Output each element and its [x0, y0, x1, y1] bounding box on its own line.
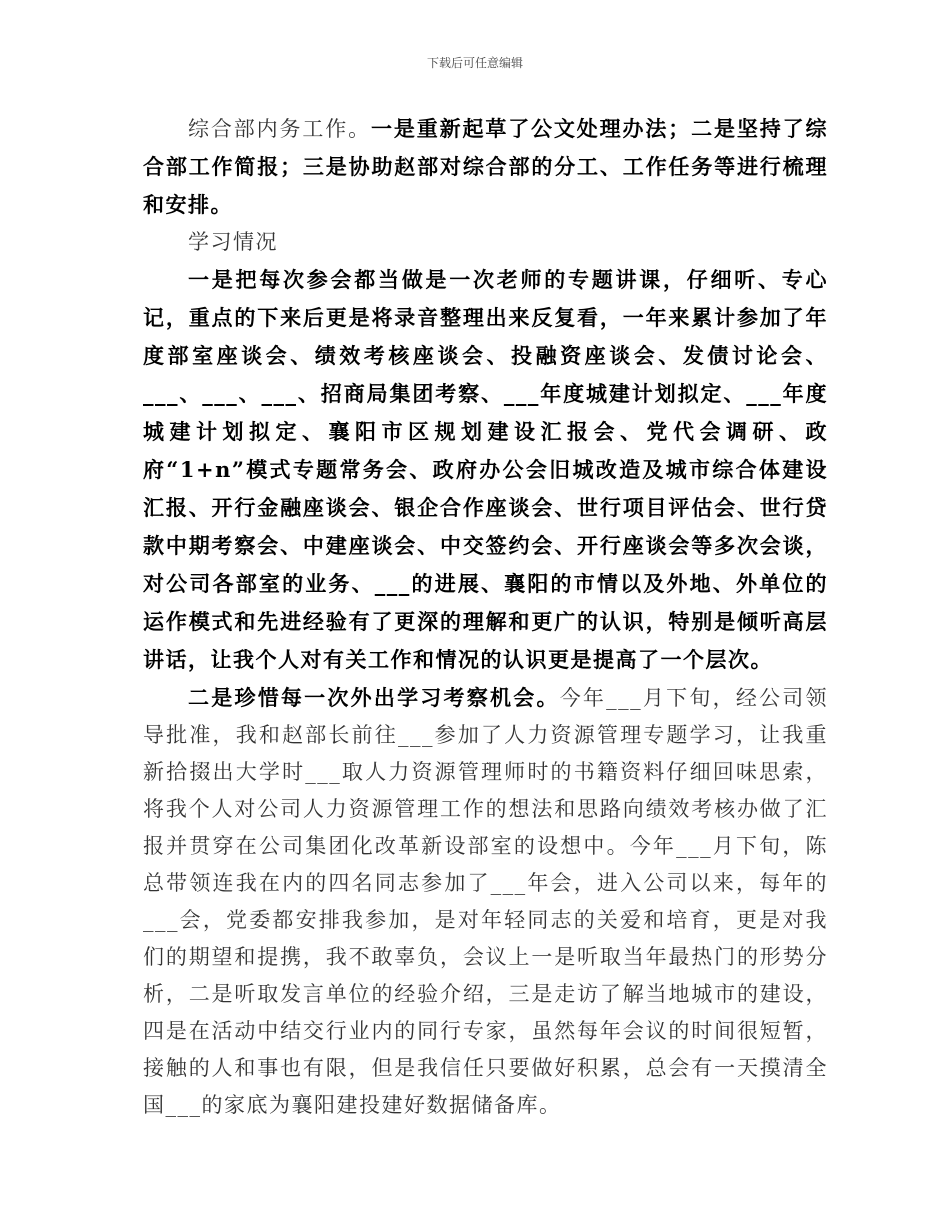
paragraph-meetings: [143, 261, 828, 679]
page-header-note: 下载后可任意编辑: [426, 56, 523, 70]
paragraph-lead: 综合部内务工作。: [188, 117, 371, 141]
paragraph-lead: 二是珍惜每一次外出学习考察机会。: [188, 685, 560, 710]
document-body: [143, 110, 828, 1124]
paragraph-study-trips: [143, 679, 828, 1124]
paragraph-text: 一是重新起草了公文处理办法；二是坚持了综合部工作简报；三是协助赵部对综合部的分工、工作任务等进行梳理和安排。: [143, 116, 829, 217]
paragraph-text: 一是把每次参会都当做是一次老师的专题讲课，仔细听、专心记，重点的下来后更是将录音整理出来反复看，一年来累计参加了年度部室座谈会、绩效考核座谈会、投融资座谈会、发债讨论会、___、___、___、招商局集团考察、___年度城建计划拟定、___年度城建计划拟定、襄阳市区规划建设汇报会、党代会调研、政府“1+n”模式专题常务会、政府办公会旧城改造及城市综合体建设汇报、开行金融座谈会、银企合作座谈会、世行项目评估会、世行贷款中期考察会、中建座谈会、中交签约会、开行座谈会等多次会谈，对公司各部室的业务、___的进展、襄阳的市情以及外地、外单位的运作模式和先进经验有了更深的理解和更广的认识，特别是倾听高层讲话，让我个人对有关工作和情况的认识更是提高了一个层次。: [143, 267, 828, 672]
paragraph-text: 今年___月下旬，经公司领导批准，我和赵部长前往___参加了人力资源管理专题学习，让我重新拾掇出大学时___取人力资源管理师时的书籍资料仔细回味思索，将我个人对公司人力资源管理工作的想法和思路向绩效考核办做了汇报并贯穿在公司集团化改革新设部室的设想中。今年___月下旬，陈总带领连我在内的四名同志参加了___年会，进入公司以来，每年的___会，党委都安排我参加，是对年轻同志的关爱和培育，更是对我们的期望和提携，我不敢辜负，会议上一是听取当年最热门的形势分析，二是听取发言单位的经验介绍，三是走访了解当地城市的建设，四是在活动中结交行业内的同行专家，虽然每年会议的时间很短暂，接触的人和事也有限，但是我信任只要做好积累，总会有一天摸清全国___的家底为襄阳建投建好数据储备库。: [143, 686, 829, 1117]
section-heading: 学习情况: [188, 230, 278, 254]
paragraph-internal-affairs: [143, 110, 828, 224]
